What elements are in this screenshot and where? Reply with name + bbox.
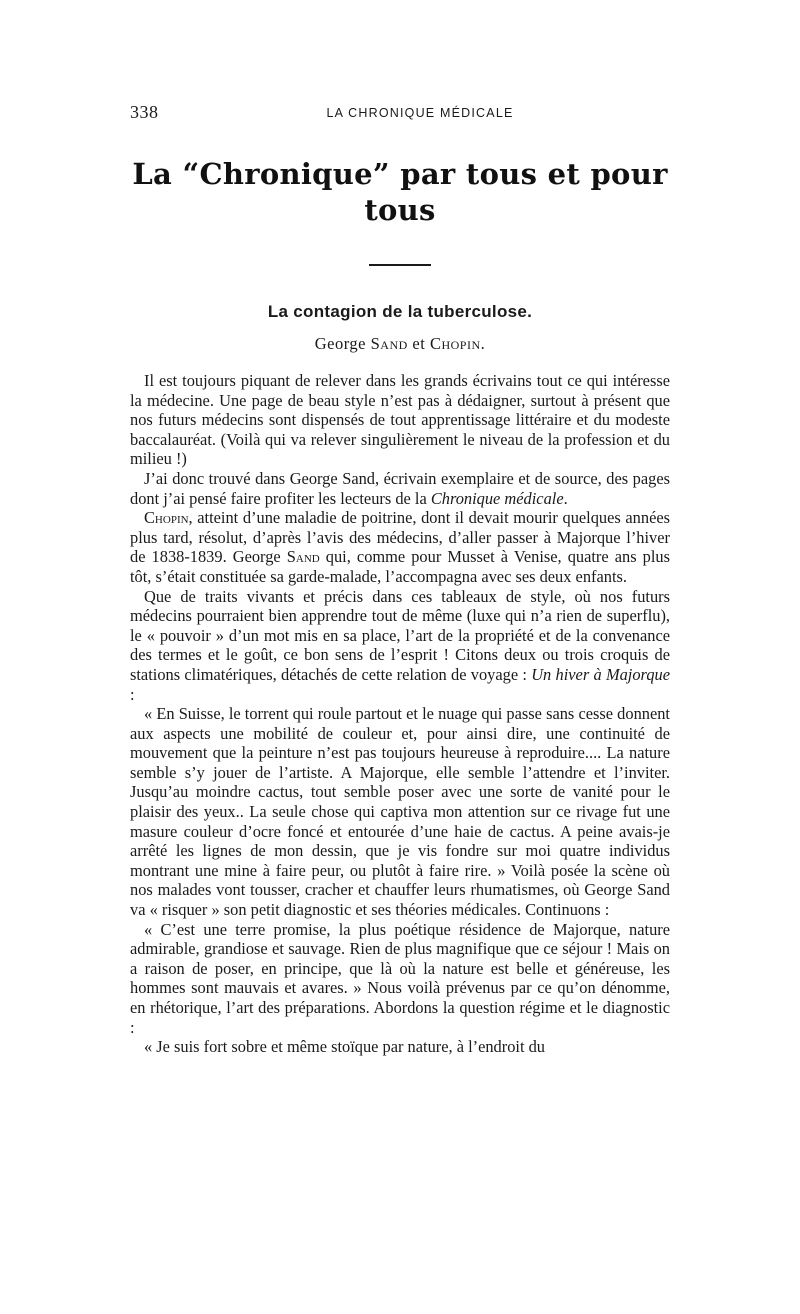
- paragraph: J’ai donc trouvé dans George Sand, écrivain exemplaire et de source, des pages dont j’ai pensé faire profiter les lecteurs de la Chronique médicale.: [130, 468, 670, 508]
- book-title-italic: Un hiver à Majorque: [531, 664, 670, 684]
- paragraph: « C’est une terre promise, la plus poétique résidence de Majorque, nature admirable, grandiose et sauvage. Rien de plus magnifique que ce séjour ! Mais on a raison de poser, en principe, que là où la nature est belle et généreuse, les hommes sont mauvais et avares. » Nous voilà prévenus par ce qu’on dénomme, en rhétorique, l’art des préparations. Abordons la question régime et le diagnostic :: [130, 919, 670, 1037]
- paragraph: Il est toujours piquant de relever dans les grands écrivains tout ce qui intéresse la médecine. Une page de beau style n’est pas à dédaigner, surtout à présent que nos futurs médecins sont dispensés de tout apprentissage littéraire et du modeste baccalauréat. (Voilà qui va relever singulièrement le niveau de la profession et du milieu !): [130, 371, 670, 469]
- article-title: La contagion de la tuberculose.: [267, 302, 533, 321]
- author-name-sand: Sand: [370, 334, 408, 353]
- paragraph: Que de traits vivants et précis dans ces tableaux de style, où nos futurs médecins pourraient bien apprendre tout de même (luxe qui n’a rien de superflu), le « pouvoir » d’un mot mis en sa place, l’art de la propriété et de la convenance des termes et le goût, ce bon sens de l’esprit ! Citons deux ou trois croquis de stations climatériques, détachés de cette relation de voyage : Un hiver à Majorque :: [130, 586, 670, 704]
- article-subtitle: George Sand et Chopin.: [314, 334, 486, 353]
- article-body: [130, 371, 670, 1057]
- paragraph: « Je suis fort sobre et même stoïque par nature, à l’endroit du: [144, 1037, 546, 1057]
- journal-title-italic: Chronique médicale: [430, 488, 564, 508]
- page-number: 338: [130, 102, 159, 122]
- name-chopin: Chopin: [144, 508, 189, 528]
- section-rubric: La “Chronique” par tous et pour tous: [132, 157, 668, 227]
- paragraph: « En Suisse, le torrent qui roule partout et le nuage qui passe sans cesse donnent aux aspects une mobilité de couleur et, pour ainsi dire, une continuité de mouvement que la peinture n’est pas toujours heureuse à reproduire.... La nature semble s’y jouer de l’artiste. A Majorque, elle semble l’attendre et l’inviter. Jusqu’au moindre cactus, tout semble poser avec une sorte de vanité pour le plaisir des yeux.. La seule chose qui captiva mon attention sur ce rivage fut une masure couleur d’ocre foncé et entourée d’une haie de cactus. A peine avais-je arrêté les lignes de mon dessin, que je vis fondre sur moi quatre individus montrant une mine à faire peur, ou plutôt à faire rire. » Voilà posée la scène où nos malades vont tousser, cracher et chauffer leurs rhumatismes, où George Sand va « risquer » son petit diagnostic et ses théories médicales. Continuons :: [130, 704, 670, 920]
- running-head: [130, 96, 670, 126]
- author-name-chopin: Chopin: [429, 334, 481, 353]
- journal-page: [130, 96, 670, 1057]
- name-sand: Sand: [286, 547, 320, 567]
- title-divider: [369, 264, 431, 266]
- paragraph: Chopin, atteint d’une maladie de poitrine, dont il devait mourir quelques années plus tard, résolut, d’après l’avis des médecins, d’aller passer à Majorque l’hiver de 1838-1839. George Sand qui, comme pour Musset à Venise, quatre ans plus tôt, s’était constituée sa garde-malade, l’accompagna avec ses deux enfants.: [130, 508, 670, 586]
- running-title: LA CHRONIQUE MÉDICALE: [326, 106, 514, 120]
